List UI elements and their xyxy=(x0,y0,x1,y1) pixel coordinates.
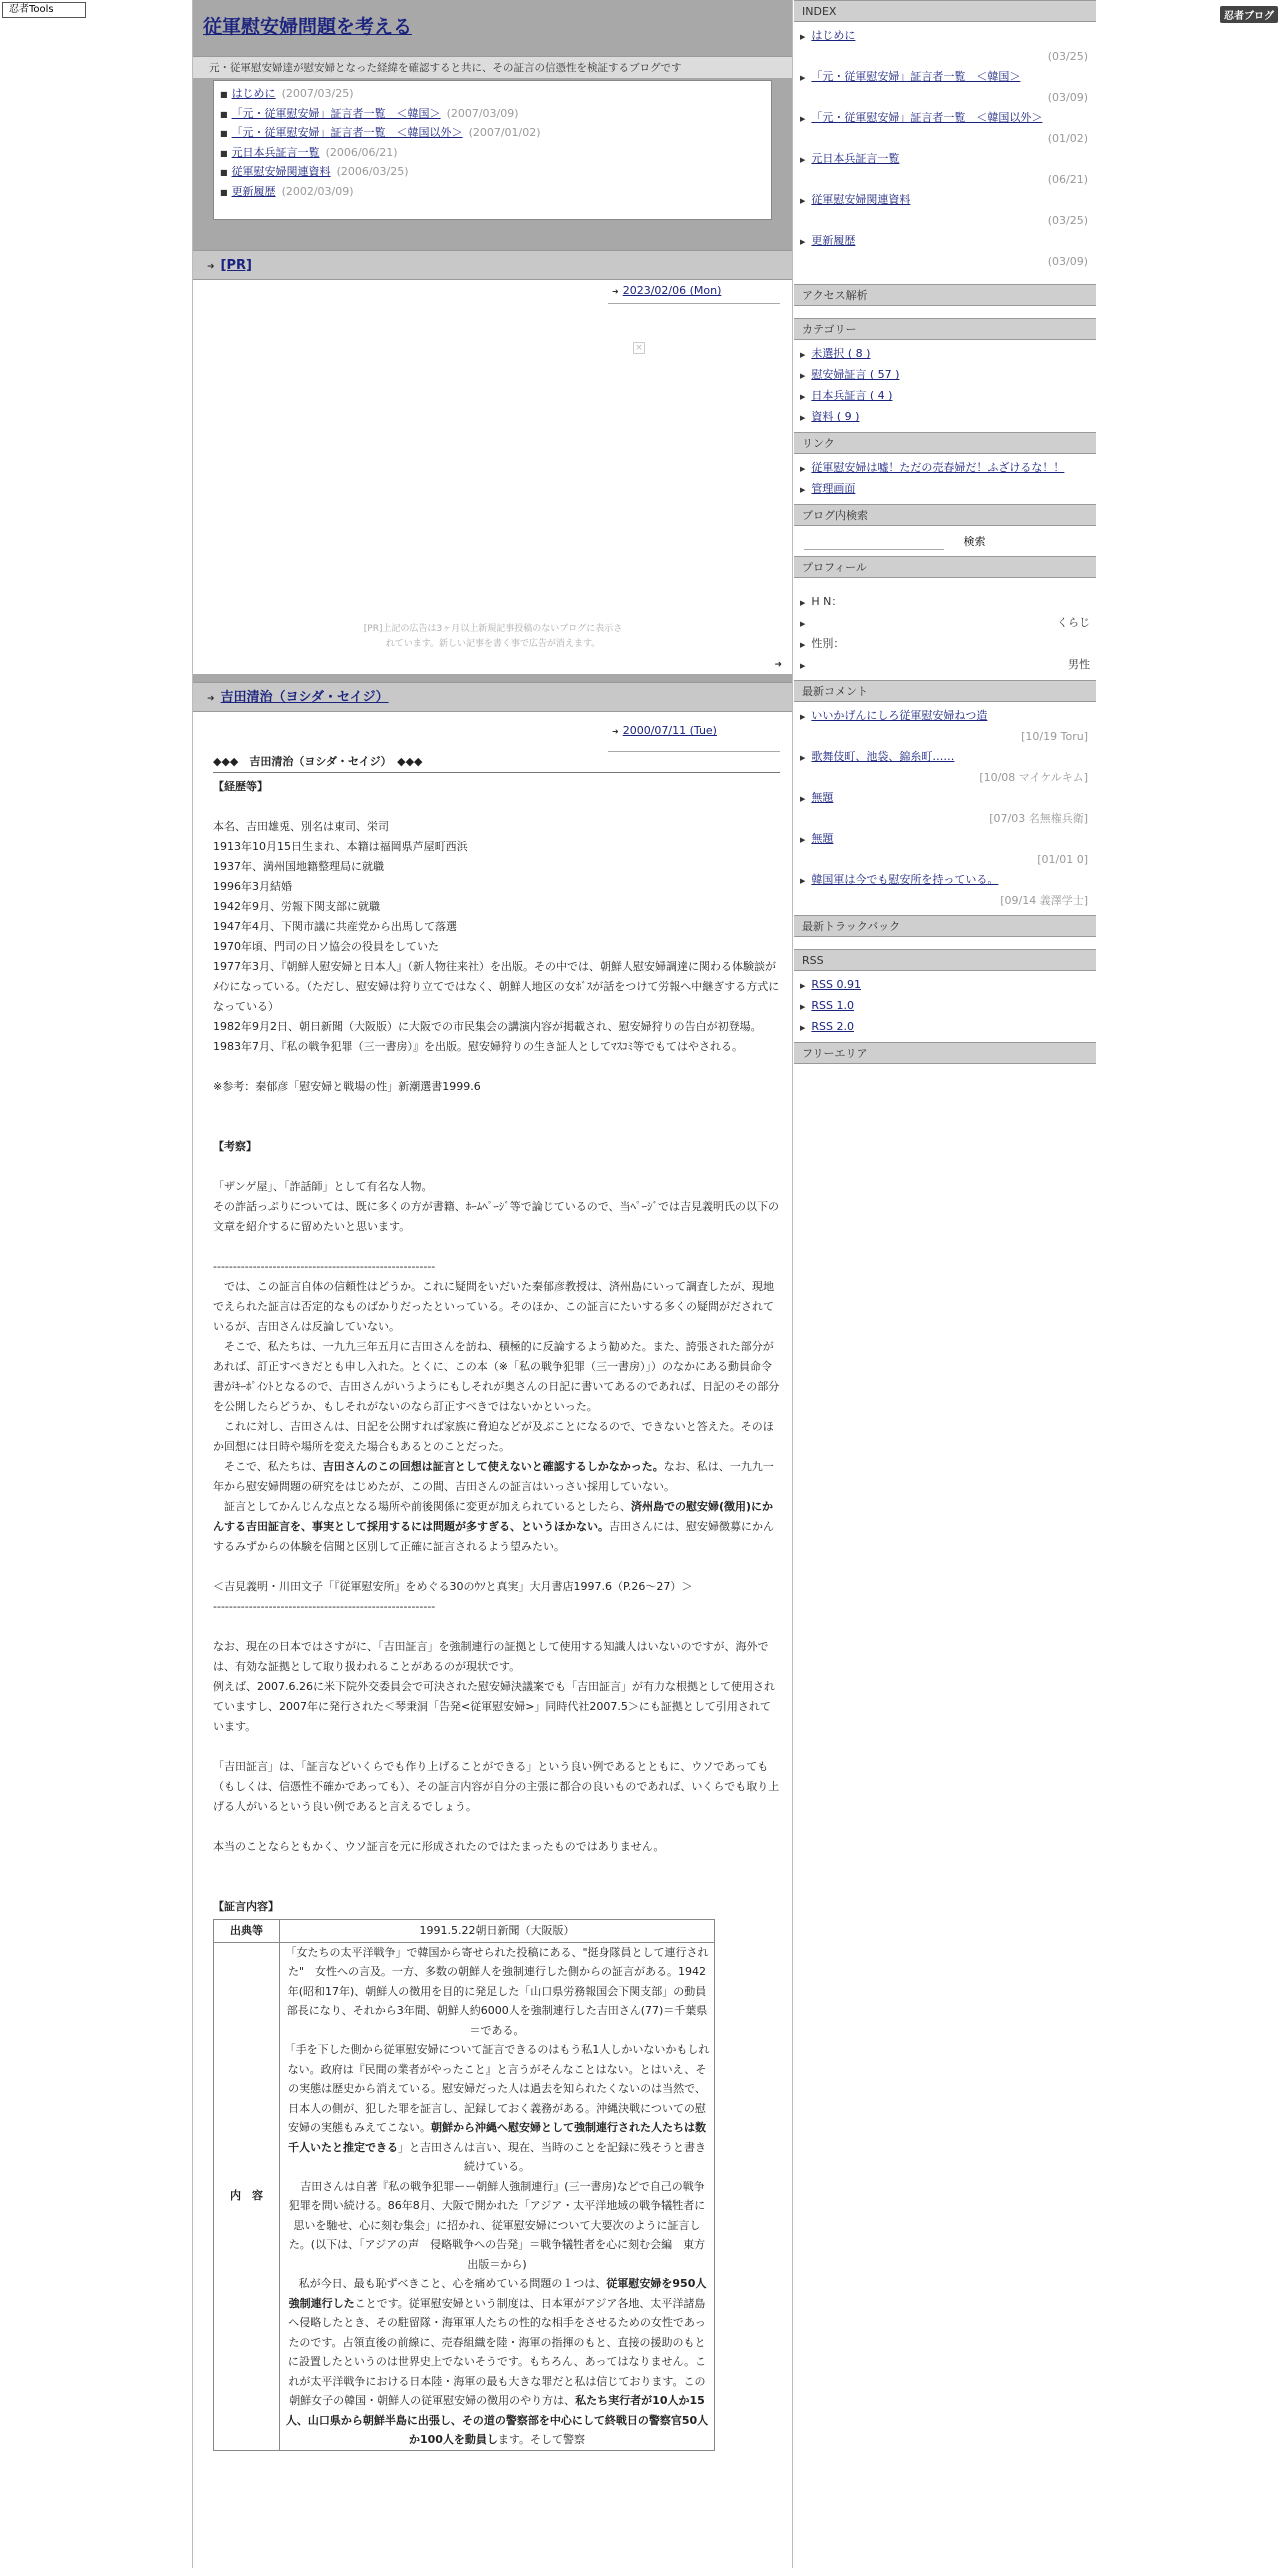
sidebar-index-date: (03/09) xyxy=(1047,255,1088,268)
comment-meta: [07/03 名無権兵衛] xyxy=(989,812,1088,825)
entry-body xyxy=(193,742,792,2451)
quote-paragraph: そこで、私たちは、一九九三年五月に吉田さんを訪ね、積極的に反論するよう勧めた。また、誇張された部分があれば、訂正すべきだとも申し入れた。とくに、この本（※「私の戦争犯罪（三一書房）」）のなかにある動員命令書がｷｰﾎﾟｲﾝﾄとなるので、吉田さんがいうようにもしそれが奥さんの日記に書いてあるのであれば、日記のその部分を公開したらどうか、もしそれがないのなら訂正すべきではないかといった。 xyxy=(213,1340,780,1413)
index-item xyxy=(220,182,765,202)
pr-entry-title[interactable]: [PR] xyxy=(220,258,252,273)
bullet-icon: ▶ xyxy=(800,115,806,123)
bullet-icon: ■ xyxy=(220,129,228,138)
bullet-icon: ■ xyxy=(220,148,228,158)
content-text: 」と吉田さんは言い、現在、当時のことを記録に残そうと書き続けている。 xyxy=(398,2140,706,2173)
content-bold: 従軍慰安婦を950人強制連行した xyxy=(288,2277,707,2310)
bullet-icon: ▶ xyxy=(800,599,806,607)
index-link[interactable]: 元日本兵証言一覧 xyxy=(231,145,320,159)
category-item xyxy=(800,344,1090,365)
entry-date-link[interactable]: 2000/07/11 (Tue) xyxy=(622,724,717,737)
index-date: (2006/06/21) xyxy=(325,145,398,159)
category-list xyxy=(794,340,1096,432)
header-band xyxy=(193,226,792,234)
career-line: 1982年9月2日、朝日新聞（大阪版）に大阪での市民集会の講演内容が掲載され、慰安婦狩りの告白が初登場。 xyxy=(213,1020,762,1033)
link-item xyxy=(800,458,1090,479)
bullet-icon: ▶ xyxy=(800,238,806,246)
bullet-icon: ▶ xyxy=(800,1003,806,1011)
career-line: 1937年、満州国地籍整理局に就職 xyxy=(213,860,384,873)
table-label: 出典等 xyxy=(214,1920,280,1943)
bullet-icon: ▶ xyxy=(800,486,806,494)
comment-item xyxy=(800,706,1090,747)
category-link[interactable]: 日本兵証言 ( 4 ) xyxy=(811,389,893,402)
comment-link[interactable]: いいかげんにしろ従軍慰安婦ねつ造 xyxy=(811,709,988,722)
quote-bold: 吉田さんのこの回想は証言として使えないと確認するしかなかった。 xyxy=(322,1460,664,1473)
career-label: 【経歴等】 xyxy=(213,780,268,793)
bullet-icon: ▶ xyxy=(800,393,806,401)
content-text: 「手を下した側から従軍慰安婦について証言できるのはもう私1人しかいないかもしれない。政府は『民間の業者がやったこと』と言うがそんなことはない。とはいえ、その実態は歴史から消えている。慰安婦だった人は過去を知られたくないのは当然で、日本人の側が、犯した罪を証言し、記録しておく義務がある。沖縄決戦についての慰安婦の実態もみえてこない。 xyxy=(284,2043,710,2134)
pr-entry-date-link[interactable]: 2023/02/06 (Mon) xyxy=(622,284,722,297)
sidebar-index-item xyxy=(800,26,1090,67)
bullet-icon: ▶ xyxy=(800,641,806,649)
sidebar-index-item xyxy=(800,149,1090,190)
content-text: 私が今日、最も恥ずべきこと、心を痛めている問題の１つは、 xyxy=(287,2277,607,2290)
index-date: (2006/03/25) xyxy=(336,165,409,178)
rss-item xyxy=(800,1017,1090,1038)
content-paragraph xyxy=(284,2274,710,2450)
sidebar-profile-title: プロフィール xyxy=(794,556,1096,578)
site-title[interactable]: 従軍慰安婦問題を考える xyxy=(203,16,413,38)
category-link[interactable]: 未選択 ( 8 ) xyxy=(811,347,871,360)
sidebar-index-title: INDEX xyxy=(794,0,1096,22)
bullet-icon: ▶ xyxy=(800,33,806,41)
index-link[interactable]: 更新履歴 xyxy=(231,184,276,198)
index-item xyxy=(220,143,765,163)
entry-date-row xyxy=(193,712,792,742)
bullet-icon: ▶ xyxy=(800,74,806,82)
bullet-icon: ■ xyxy=(220,168,228,177)
bullet-icon: ▶ xyxy=(800,620,806,628)
bullet-icon: ▶ xyxy=(800,713,806,721)
profile-item xyxy=(800,655,1090,676)
sidebar-index-date: (03/09) xyxy=(1047,91,1088,104)
comment-meta: [10/08 マイケルキム] xyxy=(979,771,1088,784)
link-link[interactable]: 従軍慰安婦は嘘！ただの売春婦だ！ふざけるな！！ xyxy=(811,461,1065,474)
profile-value: 男性 xyxy=(1068,658,1090,671)
rss-link[interactable]: RSS 2.0 xyxy=(811,1020,854,1033)
sidebar-category-title: カテゴリー xyxy=(794,318,1096,340)
after-paragraph: 例えば、2007.6.26に米下院外交委員会で可決された慰安婦決議案でも「吉田証言」が有力な根拠として使用されていますし、2007年に発行された＜琴秉洞「告発<従軍慰安婦>」同時代社2007.5＞にも証拠として引用されています。 xyxy=(213,1680,775,1733)
testimony-label: 【証言内容】 xyxy=(213,1900,279,1913)
divider xyxy=(213,772,780,773)
content-text: ことです。従軍慰安婦という制度は、日本軍がアジア各地、太平洋諸島へ侵略したとき、その駐留隊・海軍軍人たちの性的な相手をさせるための女性であったのです。占領直後の前線に、売春組織を陸・海軍の指揮のもと、直接の援助のもとに設置したというのは世界史上でないそうです。もちろん、あってはなりません。これが太平洋戦争における日本陸・海軍の最も大きな罪だと私は信じております。この朝鮮女子の韓国・朝鮮人の従軍慰安婦の徴用のやり方は、 xyxy=(287,2296,707,2407)
comment-list xyxy=(794,702,1096,915)
bullet-icon: ▶ xyxy=(800,662,806,670)
consider-line: その詐話っぷりについては、既に多くの方が書籍、ﾎｰﾑﾍﾟｰｼﾞ等で論じているので、当ﾍﾟｰｼﾞでは吉見義明氏の以下の文章を紹介するに留めたいと思います。 xyxy=(213,1200,780,1233)
after-paragraph: なお、現在の日本ではさすがに、「吉田証言」を強制連行の証拠として使用する知識人はいないのですが、海外では、有効な証拠として取り扱われることがあるのが現状です。 xyxy=(213,1640,769,1673)
quote-paragraph xyxy=(213,1497,780,1557)
link-link[interactable]: 管理画面 xyxy=(811,482,856,495)
content-paragraph: 吉田さんは自著『私の戦争犯罪ーー朝鮮人強制連行』(三一書房)などで自己の戦争犯罪を問い続ける。86年8月、大阪で開かれた「アジア・太平洋地域の戦争犠牲者に思いを馳せ、心に刻む集会」に招かれ、従軍慰安婦について大要次のように証言した。(以下は、「アジアの声 侵略戦争への告発」＝戦争犠牲者を心に刻む会編 東方出版＝から) xyxy=(288,2179,706,2271)
quote-bold: 済州島での慰安婦(徴用)にかんする吉田証言を、事実として採用するには問題が多すぎる、というほかない。 xyxy=(213,1500,774,1533)
career-line: 1942年9月、労報下関支部に就職 xyxy=(213,900,380,913)
comment-link[interactable]: 韓国軍は今でも慰安所を持っている。 xyxy=(811,873,999,886)
consider-line: 「ザンゲ屋」、「詐話師」として有名な人物。 xyxy=(213,1180,433,1193)
index-date: (2002/03/09) xyxy=(281,184,354,198)
site-description: 元・従軍慰安婦達が慰安婦となった経緯を確認すると共に、その証言の信憑性を検証するブログです xyxy=(193,56,792,78)
comment-item xyxy=(800,870,1090,911)
bullet-icon: ▶ xyxy=(800,982,806,990)
index-link[interactable]: はじめに xyxy=(231,87,276,100)
consider-label: 【考察】 xyxy=(213,1140,257,1153)
index-link[interactable]: 従軍慰安婦関連資料 xyxy=(231,165,331,178)
career-line: 本名、吉田雄兎、別名は東司、栄司 xyxy=(213,820,389,833)
sidebar-index-list xyxy=(794,22,1096,276)
bullet-icon: ■ xyxy=(220,187,228,197)
rss-link[interactable]: RSS 1.0 xyxy=(811,999,854,1012)
bullet-icon: ▶ xyxy=(800,1024,806,1032)
career-line: 1947年4月、下関市議に共産党から出馬して落選 xyxy=(213,920,457,933)
profile-item xyxy=(800,592,1090,613)
header-band xyxy=(193,234,792,250)
content-bold: 私たち実行者が10人か15人、山口県から朝鮮半島に出張し、その道の警察部を中心にして終戦日の警察官50人か100人を動員し xyxy=(285,2394,709,2446)
rss-link[interactable]: RSS 0.91 xyxy=(811,978,861,991)
sidebar-index-link[interactable]: 「元・従軍慰安婦」証言者一覧 ＜韓国以外＞ xyxy=(811,111,1043,124)
sidebar-rss-title: RSS xyxy=(794,949,1096,971)
index-list xyxy=(213,80,772,220)
separator-band xyxy=(193,674,792,682)
pr-note-line: [PR]上記の広告は3ヶ月以上新規記事投稿のないブログに表示さ xyxy=(363,624,623,634)
search-input[interactable] xyxy=(804,534,944,550)
sidebar-index-link[interactable]: 「元・従軍慰安婦」証言者一覧 ＜韓国＞ xyxy=(811,70,1021,83)
sidebar-index-item xyxy=(800,190,1090,231)
entry-header xyxy=(193,682,792,712)
index-item xyxy=(220,162,765,182)
bullet-icon: ■ xyxy=(220,109,228,119)
quote-text: なお、私は、一九九一年から慰安婦問題の研究をはじめたが、この間、吉田さんの証言はいっさい採用していない。 xyxy=(213,1460,774,1493)
index-item xyxy=(220,84,765,104)
career-line: 1913年10月15日生まれ、本籍は福岡県芦屋町西浜 xyxy=(213,840,468,853)
comment-item xyxy=(800,788,1090,829)
bullet-icon: ▶ xyxy=(800,372,806,380)
ninja-tools-logo[interactable]: 忍者Tools xyxy=(2,2,86,18)
profile-label: H N： xyxy=(811,595,843,608)
profile-label: 性別： xyxy=(811,637,845,650)
rss-item xyxy=(800,975,1090,996)
bullet-icon: ▶ xyxy=(800,197,806,205)
bullet-icon: ▶ xyxy=(800,795,806,803)
sidebar-link-title: リンク xyxy=(794,432,1096,454)
pr-note-line: れています。新しい記事を書く事で広告が消えます。 xyxy=(385,639,601,649)
table-row xyxy=(214,1920,715,1943)
category-link[interactable]: 慰安婦証言 ( 57 ) xyxy=(811,368,900,381)
pr-entry-date xyxy=(608,280,780,304)
career-line: 1996年3月結婚 xyxy=(213,880,292,893)
index-date: (2007/03/09) xyxy=(446,106,519,120)
bullet-icon: ▶ xyxy=(800,754,806,762)
profile-value: くらじ xyxy=(1057,616,1090,629)
bullet-icon: ▶ xyxy=(800,156,806,164)
bullet-icon: ▶ xyxy=(800,465,806,473)
pr-note xyxy=(343,622,643,652)
quote-text: そこで、私たちは、 xyxy=(213,1460,323,1473)
sidebar-comments-title: 最新コメント xyxy=(794,680,1096,702)
comment-link[interactable]: 歌舞伎町、池袋、錦糸町…… xyxy=(811,750,955,763)
comment-item xyxy=(800,747,1090,788)
content-bold: 朝鮮から沖縄へ慰安婦として強制連行された人たちは数千人いたと推定できる xyxy=(288,2121,706,2154)
career-line: 1970年頃、門司の日ソ協会の役員をしていた xyxy=(213,940,439,953)
main-column xyxy=(193,0,793,2568)
after-paragraph: 「吉田証言」は、「証言などいくらでも作り上げることができる」という良い例であるとともに、ウソであっても（もしくは、信憑性不確かであっても）、その証言内容が自分の主張に都合の良いものであれば、いくらでも取り上げる人がいるという良い例であると言えるでしょう。 xyxy=(213,1760,780,1813)
comment-link[interactable]: 無題 xyxy=(811,832,834,845)
pr-entry-header xyxy=(193,250,792,280)
entry-heading: ◆◆◆ 吉田清治（ヨシダ・セイジ） ◆◆◆ xyxy=(213,755,423,768)
category-item xyxy=(800,365,1090,386)
profile-item xyxy=(800,634,1090,655)
sidebar-index-date: (03/25) xyxy=(1047,50,1088,63)
quote-paragraph: では、この証言自体の信頼性はどうか。これに疑問をいだいた秦郁彦教授は、済州島にいって調査したが、現地でえられた証言は否定的なものばかりだったといっている。そのほか、この証言にたいする多くの疑問がだされているが、吉田さんは反論していない。 xyxy=(213,1280,774,1333)
bullet-icon: ▶ xyxy=(800,351,806,359)
quote-text: 吉田さんには、慰安婦徴募にかんするみずからの体験を信聞と区別して正確に証言されるよう望みたい。 xyxy=(213,1520,774,1553)
sidebar-index-link[interactable]: 更新履歴 xyxy=(811,234,856,247)
entry-title[interactable]: 吉田清治（ヨシダ・セイジ） xyxy=(220,690,389,705)
table-row xyxy=(214,1942,715,2450)
quote-paragraph: これに対し、吉田さんは、日記を公開すれば家族に脅迫などが及ぶことになるので、できないと答えた。そのほか回想には日時や場所を変えた場合もあるとのことだった。 xyxy=(213,1420,774,1453)
pr-entry-date-row xyxy=(193,280,792,302)
divider-text: -------------------------------------------------------- xyxy=(213,1260,436,1273)
sidebar-search-title: ブログ内検索 xyxy=(794,504,1096,526)
search-form xyxy=(794,526,1096,556)
index-item xyxy=(220,123,765,143)
entry-date xyxy=(608,712,780,752)
sidebar-index-item xyxy=(800,231,1090,272)
sidebar-index-link[interactable]: 従軍慰安婦関連資料 xyxy=(811,193,911,206)
content-paragraph: 「女たちの太平洋戦争」で韓国から寄せられた投稿にある、"挺身隊員として連行された" 女性への言及。一方、多数の朝鮮人を強制連行した側からの証言がある。1942年(昭和17年)、朝鮮人の徴用を目的に発足した「山口県労務報国会下関支部」の動員部長になり、それから3年間、朝鮮人約6000人を強制連行した吉田さん(77)＝千葉県＝である。 xyxy=(285,1945,709,2037)
page-container xyxy=(192,0,1096,2568)
pr-ad-area xyxy=(193,302,792,674)
quote-paragraph xyxy=(213,1457,780,1497)
sidebar-free-title: フリーエリア xyxy=(794,1042,1096,1064)
comment-meta: [10/19 Toru] xyxy=(1021,730,1088,743)
table-label: 内 容 xyxy=(214,1942,280,2450)
index-link[interactable]: 「元・従軍慰安婦」証言者一覧 ＜韓国＞ xyxy=(231,106,441,120)
index-box xyxy=(193,78,792,226)
table-value xyxy=(280,1942,715,2450)
testimony-table xyxy=(213,1919,715,2451)
bullet-icon: ▶ xyxy=(800,836,806,844)
index-date: (2007/03/25) xyxy=(281,87,354,100)
arrow-icon: ➜ xyxy=(207,262,215,272)
index-link[interactable]: 「元・従軍慰安婦」証言者一覧 ＜韓国以外＞ xyxy=(231,126,463,139)
content-paragraph xyxy=(284,2040,710,2177)
sidebar-access-title: アクセス解析 xyxy=(794,284,1096,306)
index-date: (2007/01/02) xyxy=(468,126,541,139)
quote-text: 証言としてかんじんな点となる場所や前後関係に変更が加えられているとしたら、 xyxy=(213,1500,631,1513)
after-paragraph: 本当のことならともかく、ウソ証言を元に形成されたのではたまったものではありません。 xyxy=(213,1840,665,1853)
sidebar-index-date: (03/25) xyxy=(1047,214,1088,227)
career-line: 1977年3月、『朝鮮人慰安婦と日本人』（新人物往来社）を出版。その中では、朝鮮人慰安婦調達に関わる体験談がﾒｲﾝになっている。（ただし、慰安婦は狩り立てではなく、朝鮮人地区の女ﾎﾞｽが話をつけて労報へ中継ぎする方式になっている） xyxy=(213,960,780,1013)
sidebar xyxy=(794,0,1096,2568)
arrow-icon: ➜ xyxy=(612,727,619,736)
comment-item xyxy=(800,829,1090,870)
comment-meta: [01/01 0] xyxy=(1037,853,1088,866)
arrow-icon: ➜ xyxy=(774,660,782,670)
comment-meta: [09/14 義澤学士] xyxy=(1000,894,1088,907)
profile-item xyxy=(800,613,1090,634)
divider-text: -------------------------------------------------------- xyxy=(213,1600,436,1613)
sidebar-trackback-title: 最新トラックバック xyxy=(794,915,1096,937)
category-item xyxy=(800,386,1090,407)
sidebar-index-item xyxy=(800,108,1090,149)
search-button[interactable]: 検索 xyxy=(958,532,992,550)
category-item xyxy=(800,407,1090,428)
quote-source: ＜吉見義明・川田文子「『従軍慰安所』をめぐる30のｳｿと真実」大月書店1997.6（P.26～27）＞ xyxy=(213,1580,693,1593)
bullet-icon: ▶ xyxy=(800,877,806,885)
reference: ※参考：秦郁彦「慰安婦と戦場の性」新潮選書1999.6 xyxy=(213,1080,481,1093)
content-text: ます。そして警察 xyxy=(497,2433,586,2446)
site-header xyxy=(193,0,792,56)
rss-list xyxy=(794,971,1096,1042)
sidebar-index-item xyxy=(800,67,1090,108)
bullet-icon: ▶ xyxy=(800,414,806,422)
link-list xyxy=(794,454,1096,504)
sidebar-index-date: (01/02) xyxy=(1047,132,1088,145)
category-link[interactable]: 資料 ( 9 ) xyxy=(811,410,860,423)
bullet-icon: ■ xyxy=(220,90,228,99)
table-value: 1991.5.22朝日新聞（大阪版） xyxy=(280,1920,715,1943)
comment-link[interactable]: 無題 xyxy=(811,791,834,804)
index-item xyxy=(220,104,765,124)
link-item xyxy=(800,479,1090,500)
arrow-icon: ➜ xyxy=(612,287,619,296)
sidebar-index-link[interactable]: はじめに xyxy=(811,29,856,42)
profile-list xyxy=(794,578,1096,680)
sidebar-index-link[interactable]: 元日本兵証言一覧 xyxy=(811,152,900,165)
rss-item xyxy=(800,996,1090,1017)
career-line: 1983年7月、『私の戦争犯罪（三一書房）』を出版。慰安婦狩りの生き証人としてﾏｽｺﾐ等でもてはやされる。 xyxy=(213,1040,743,1053)
arrow-icon: ➜ xyxy=(207,694,215,704)
close-icon[interactable]: × xyxy=(633,342,645,354)
sidebar-index-date: (06/21) xyxy=(1047,173,1088,186)
ninja-blog-logo[interactable]: 忍者ブログ xyxy=(1220,6,1278,23)
